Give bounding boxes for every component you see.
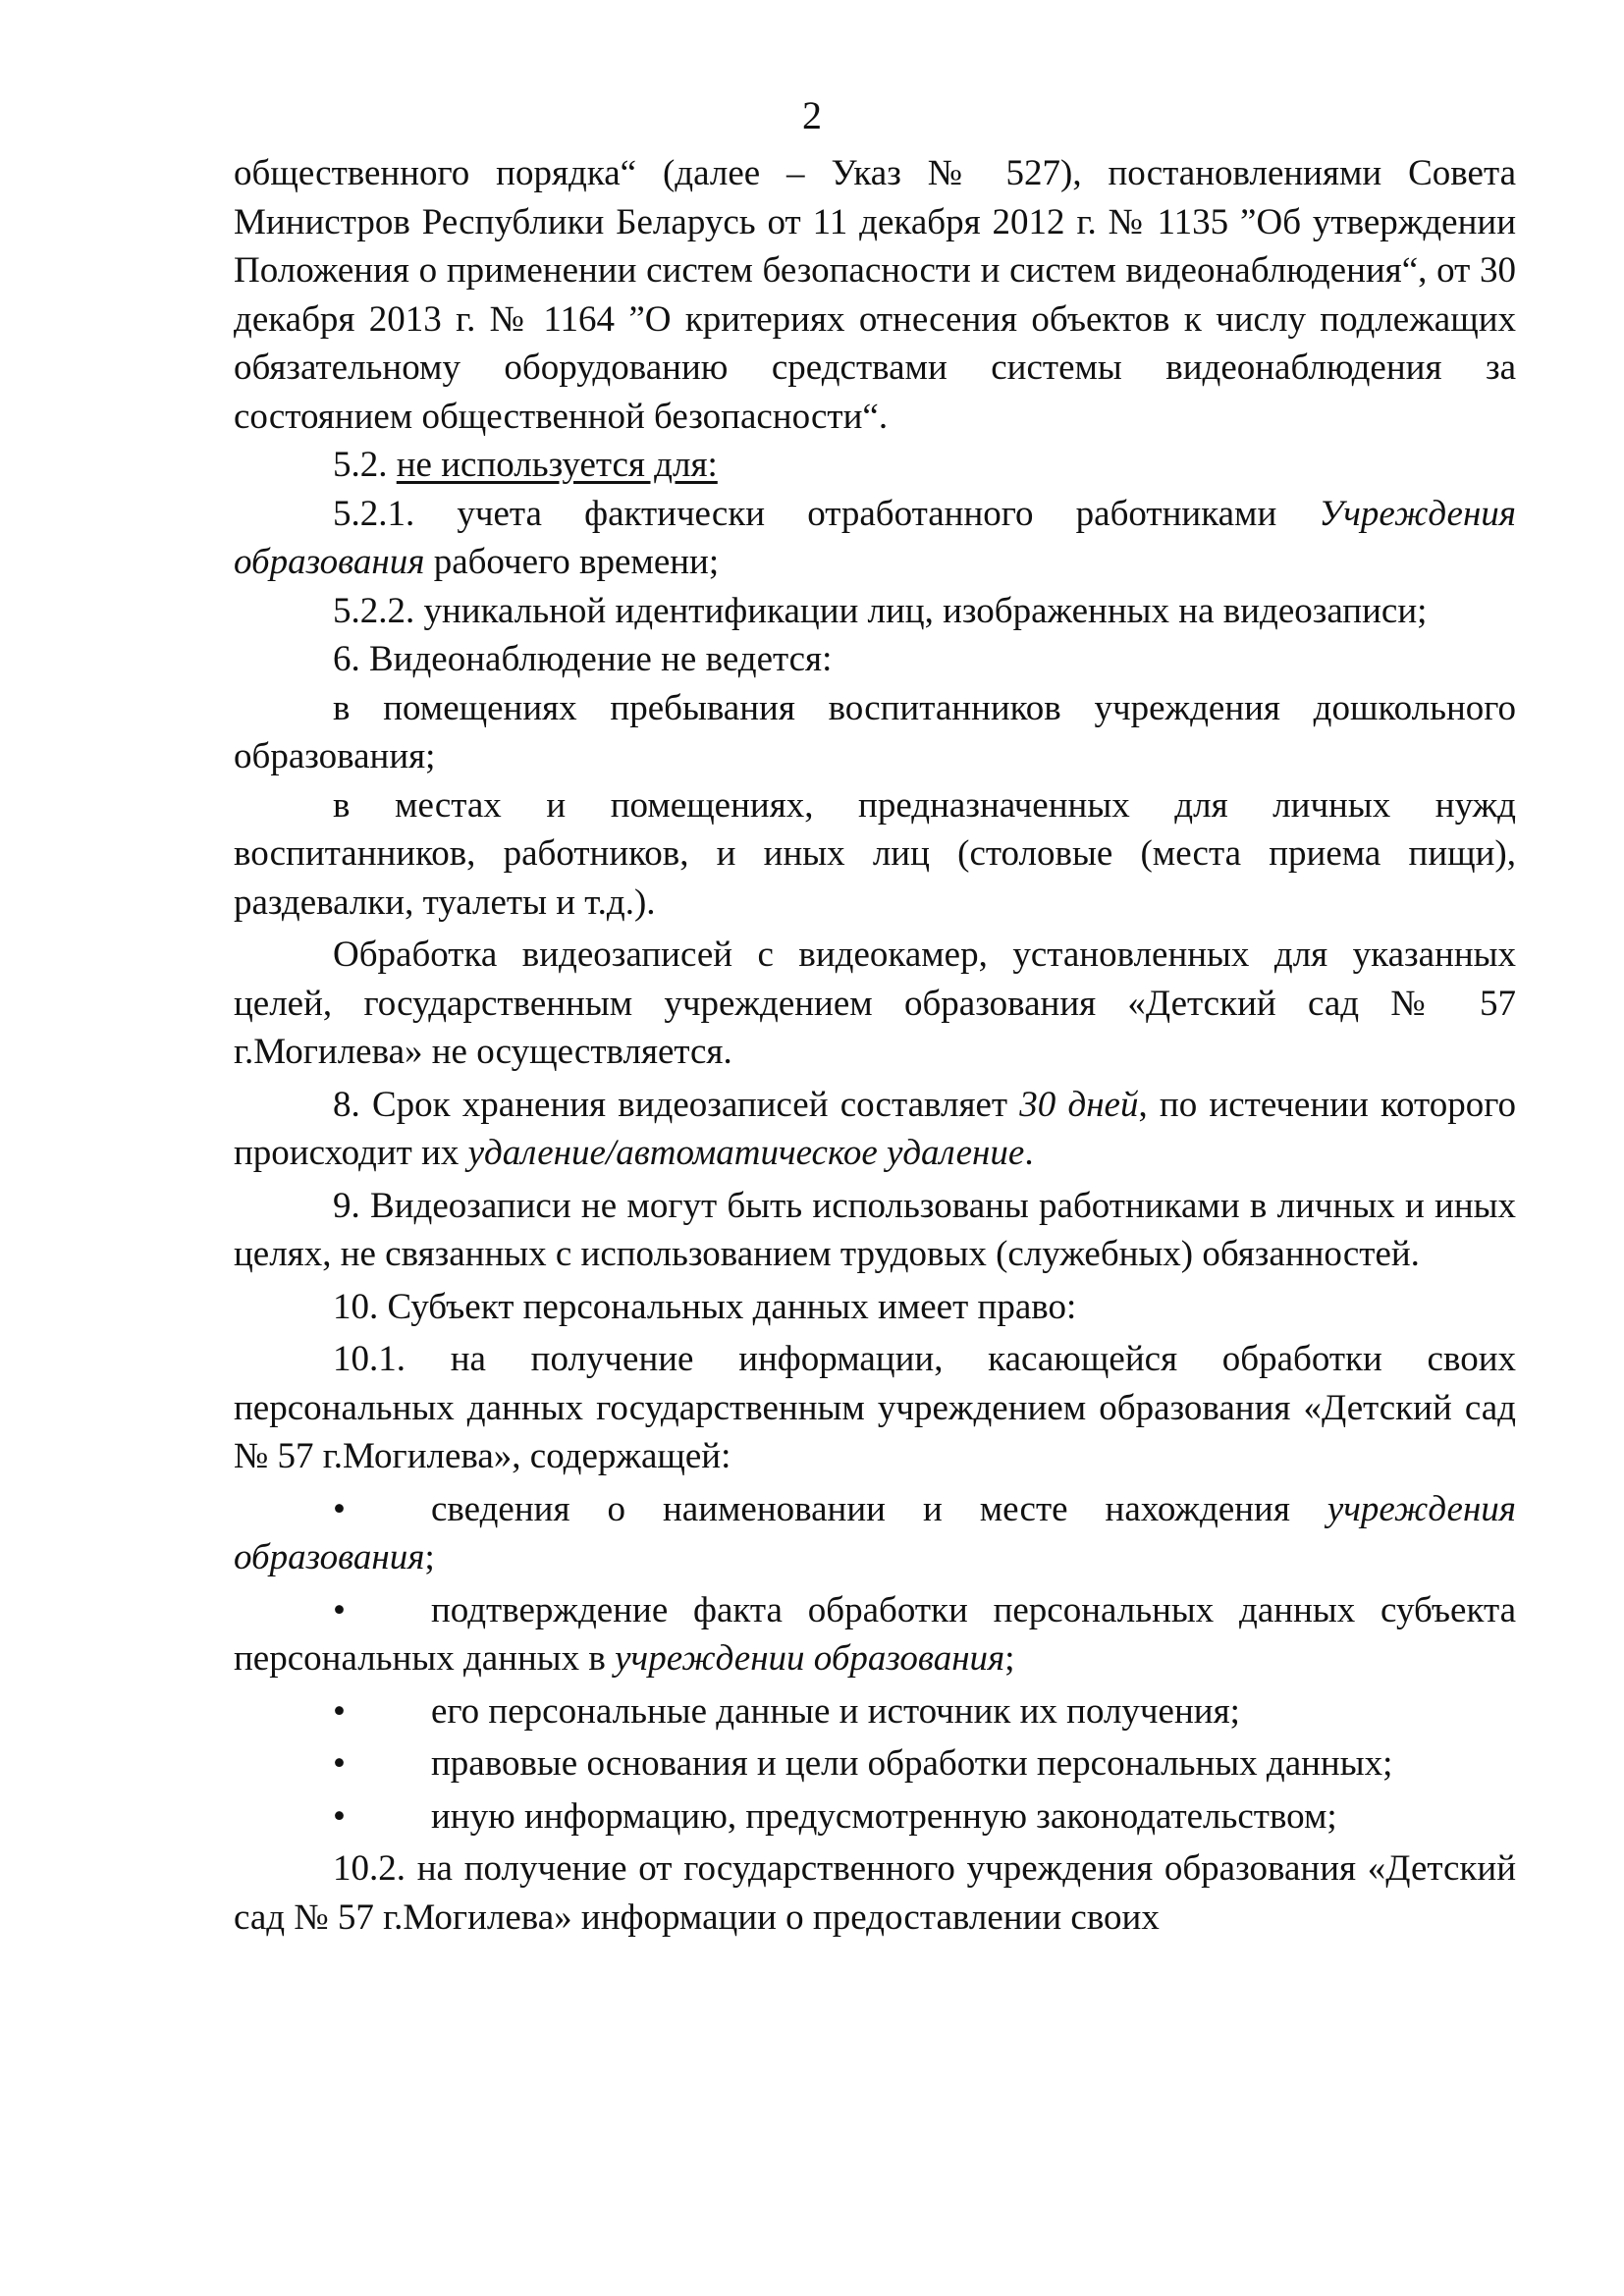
paragraph-text: 5.2.1. учета фактически отработанного работниками [333,493,1320,534]
paragraph-text: ; [1004,1638,1015,1679]
paragraph-text: в местах и помещениях, предназначенных для личных нужд воспитанников, работников, и иных лиц (столовые (места приема пищи), раздевалки, туалеты и т.д.). [234,784,1516,923]
bullet-item [234,1792,1516,1842]
bullet-item [234,1687,1516,1736]
italic-term: учреждения образования [234,1488,1516,1577]
paragraph-text: 10.1. на получение информации, касающейся обработки своих персональных данных государственным учреждением образования «Детский сад № 57 г.Могилева», содержащей: [234,1339,1516,1476]
paragraph-6-item-2 [234,781,1516,928]
paragraph-text: 10. Субъект персональных данных имеет право: [333,1286,1077,1327]
paragraph-text: сведения о наименовании и месте нахождения [431,1488,1327,1529]
paragraph-processing [234,931,1516,1077]
paragraph-text: рабочего времени; [424,542,720,582]
bullet-icon: • [333,1589,346,1630]
paragraph-5-2 [234,441,1516,490]
bullet-item [234,1485,1516,1582]
bullet-icon: • [333,1690,346,1732]
paragraph-8 [234,1081,1516,1178]
paragraph-text: правовые основания и цели обработки персональных данных; [431,1743,1393,1784]
paragraph-text: иную информацию, предусмотренную законодательством; [431,1795,1337,1837]
clause-heading-underlined: не используется для: [396,445,718,485]
paragraph-text: 8. Срок хранения видеозаписей составляет [333,1084,1020,1125]
paragraph-text: общественного порядка“ (далее – Указ № 527), постановлениями Совета Министров Республики Беларусь от 11 декабря 2012 г. № 1135 ”Об утверждении Положения о применении систем безопасности и систем видеонаблюдения“, от 30 декабря 2013 г. № 1164 ”О критериях отнесения объектов к числу подлежащих обязательному оборудованию средствами системы видеонаблюдения за состоянием общественной безопасности“. [234,153,1516,437]
bullet-icon: • [333,1795,346,1837]
bullet-item [234,1739,1516,1789]
page-number: 2 [802,93,822,137]
paragraph-5-2-2 [234,587,1516,636]
paragraph-text: Обработка видеозаписей с видеокамер, установленных для указанных целей, государственным учреждением образования «Детский сад № 57 г.Могилева» не осуществляется. [234,934,1516,1072]
paragraph-text: в помещениях пребывания воспитанников учреждения дошкольного образования; [234,687,1516,776]
bullet-icon: • [333,1488,346,1529]
bullet-icon: • [333,1743,346,1784]
paragraph-text: 10.2. на получение от государственного учреждения образования «Детский сад № 57 г.Могилева» информации о предоставлении своих [234,1848,1516,1938]
paragraph-text: , по истечении которого происходит их [234,1084,1516,1173]
bullet-item [234,1586,1516,1683]
paragraph-text: 5.2.2. уникальной идентификации лиц, изображенных на видеозаписи; [333,590,1428,631]
paragraph-5-2-1 [234,490,1516,587]
paragraph-6-item-1 [234,684,1516,781]
paragraph-10-2 [234,1844,1516,1942]
italic-term: удаление/автоматическое удаление [467,1133,1025,1173]
italic-term: 30 дней [1019,1084,1139,1125]
paragraph-6 [234,635,1516,684]
paragraph-9 [234,1182,1516,1279]
paragraph-text: его персональные данные и источник их получения; [431,1690,1240,1732]
paragraph-10-1 [234,1335,1516,1481]
paragraph-10 [234,1283,1516,1332]
paragraph-text: 6. Видеонаблюдение не ведется: [333,639,833,679]
paragraph-text: 9. Видеозаписи не могут быть использованы работниками в личных и иных целях, не связанных с использованием трудовых (служебных) обязанностей. [234,1185,1516,1274]
paragraph-text: . [1024,1133,1034,1173]
paragraph-legal-basis [234,149,1516,441]
document-body [234,149,1516,1942]
paragraph-text: ; [424,1537,435,1577]
italic-term: учреждении образования [615,1638,1005,1679]
paragraph-text: подтверждение факта обработки персональных данных субъекта персональных данных в [234,1589,1516,1679]
clause-number: 5.2. [333,445,397,485]
italic-term: Учреждения образования [234,493,1516,582]
